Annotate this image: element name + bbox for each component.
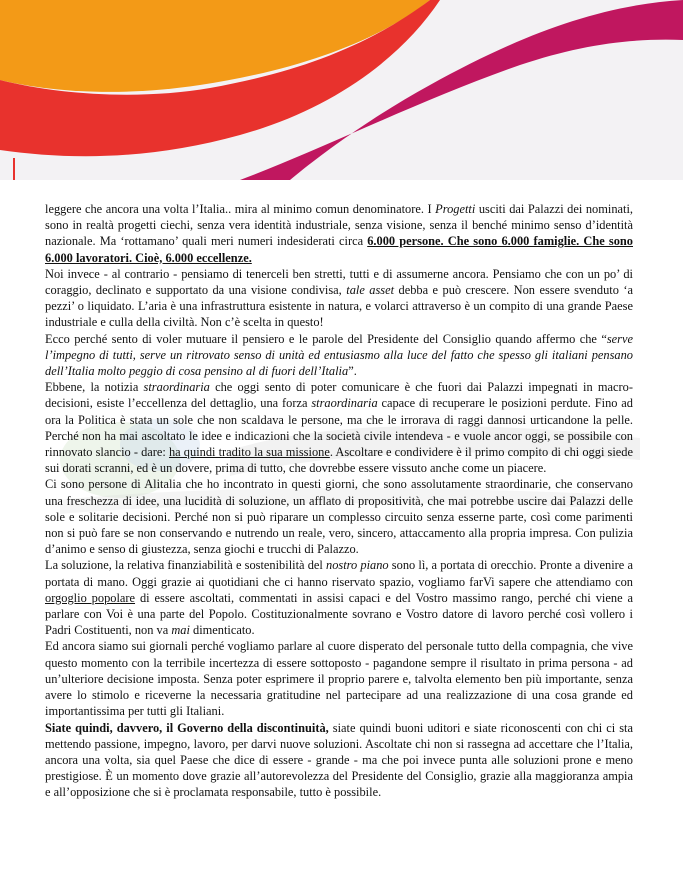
text-segment: ha quindi tradito la sua missione — [168, 445, 330, 460]
paragraph-p2 — [45, 266, 633, 331]
paragraph-p4 — [45, 379, 633, 476]
paragraph-p7 — [45, 638, 633, 719]
text-segment: straordinaria — [311, 396, 378, 411]
text-segment: dimenticato. — [189, 623, 255, 638]
header-decoration — [0, 0, 683, 180]
text-segment: . Ascoltare e condividere è il primo compito di chi oggi siede sui dorati scranni, ed è un dovere, prima di tutto, che dovrebbe essere vissuto anche come un piacere. — [45, 445, 633, 476]
paragraph-p3 — [45, 331, 633, 380]
text-segment: Ci sono persone di Alitalia che ho incontrato in questi giorni, che sono assolutamente straordinarie, che conservano una freschezza di idee, una lucidità di soluzione, un afflato di propositività, che mai potrebbe uscire dai Palazzi delle sole e solitarie decisioni. Perché non si può riparare un complesso circuito senza esserne parte, così come parimenti non si può fare se non conservando e nutrendo un reale, vero, sincero, attaccamento alla propria impresa. Con pulizia d’animo e senso di giustezza, senza giochi e trucchi di Palazzo. — [45, 477, 633, 557]
text-segment: che oggi sento di poter comunicare è che fuori dai Palazzi impegnati in macro-decisioni, esiste l’eccellenza del dettaglio, una forza — [45, 380, 633, 411]
text-segment: straordinaria — [143, 380, 210, 395]
paragraph-p8 — [45, 720, 633, 801]
text-segment: Ecco perché sento di voler mutuare il pensiero e le parole del Presidente del Consiglio quando affermo che “ — [45, 331, 607, 346]
paragraph-p1 — [45, 201, 633, 266]
text-segment: nostro piano — [326, 558, 389, 573]
paragraph-p5 — [45, 476, 633, 557]
text-segment: sono lì, a portata di orecchio. Pronte a divenire a portata di mano. Oggi grazie ai quotidiani che ci hanno riservato spazio, vogliamo farVi sapere che attendiamo con — [45, 558, 633, 589]
paragraph-p6 — [45, 557, 633, 638]
text-segment: Noi invece - al contrario - pensiamo di tenerceli ben stretti, tutti e di assumerne ancora. Pensiamo che con un po’ di coraggio, declinato e supportato da una visione condivisa, — [45, 266, 633, 298]
document-body — [45, 201, 633, 801]
text-segment: capace di recuperare le posizioni perdute. Fino ad ora la Politica è stata un sole che non scaldava le persone, ma che le irrorava di raggi dannosi urticandone la pelle. Perché non ha mai ascoltato le idee e indicazioni che la società civile intendeva - e vuole ancor oggi, se possibile con rinnovato slancio - dare: — [45, 396, 633, 460]
text-segment: debba e può crescere. Non essere svenduto ‘a pezzi’ o liquidato. L’aria è una infrastruttura esistente in natura, e volarci attraverso è un compito di una grande Paese industriale e culla della civiltà. Non c’è scelta in questo! — [45, 283, 633, 330]
text-segment: ”. — [348, 364, 357, 379]
logo-swoosh-icon — [0, 0, 683, 180]
text-segment: di essere ascoltati, commentati in assisi capaci e del Vostro massimo rango, perché chi viene a parlare con Voi è una parte del Popolo. Costituzionalmente sovrano e Vostro datore di lavoro perché così vollero i Padri Costituenti, non va — [45, 590, 633, 638]
text-segment: orgoglio popolare — [45, 590, 136, 605]
text-segment: La soluzione, la relativa finanziabilità e sostenibilità del — [45, 558, 327, 573]
text-segment: Ebbene, la notizia — [45, 380, 144, 395]
text-segment: serve l’impegno di tutti, serve un ritrovato senso di unità ed entusiasmo alla luce del fatto che spesso gli italiani pensano dell’Italia molto peggio di cosa pensino al di fuori dell’Italia — [45, 331, 633, 379]
text-segment: Ed ancora siamo sui giornali perché vogliamo parlare al cuore disperato del personale tutto della compagnia, che vive questo momento con la terribile incertezza di essere sottoposto - pagandone sempre il risultato in prima persona - ad un’ulteriore decisione imposta. Senza poter esprimere il proprio parere e, talvolta elemento ben più importante, senza avere lo stimolo e riceverne la necessaria gratitudine nel partecipare ad una realizzazione di una cosa grande ed importantissima per tutti gli Italiani. — [45, 639, 633, 719]
text-segment: tale asset — [346, 283, 395, 298]
text-segment: mai — [171, 623, 190, 638]
text-segment: siate quindi buoni uditori e siate riconoscenti con chi ci sta mettendo passione, impegno, lavoro, per darvi nuove soluzioni. Ascoltate chi non si rassegna ad accettare che l’Italia, ancora una volta, sia quel Paese che dice di essere - grande - ma che poi invece punta alle soluzioni prone e meno prestigiose. È un momento dove grazie all’autorevolezza del Presidente del Consiglio, grazie alla maggioranza ampia e all’opposizione che si è proclamata responsabile, tutto è possibile. — [45, 720, 633, 800]
text-segment: Siate quindi, davvero, il Governo della discontinuità, — [45, 720, 329, 735]
red-mark — [13, 158, 15, 180]
text-segment: Progetti — [435, 202, 476, 216]
text-segment: 6.000 persone. Che sono 6.000 famiglie. Che sono 6.000 lavoratori. Cioè, 6.000 eccellenze. — [45, 234, 633, 265]
text-segment: usciti dai Palazzi dei nominati, sono in realtà progetti ciechi, senza vera identità industriale, senza visione, senza il benché minimo senso d’identità nazionale. Ma ‘rottamano’ quali meri numeri indesiderati circa — [45, 202, 633, 249]
text-segment: leggere che ancora una volta l’Italia.. mira al minimo comun denominatore. I — [45, 202, 436, 216]
